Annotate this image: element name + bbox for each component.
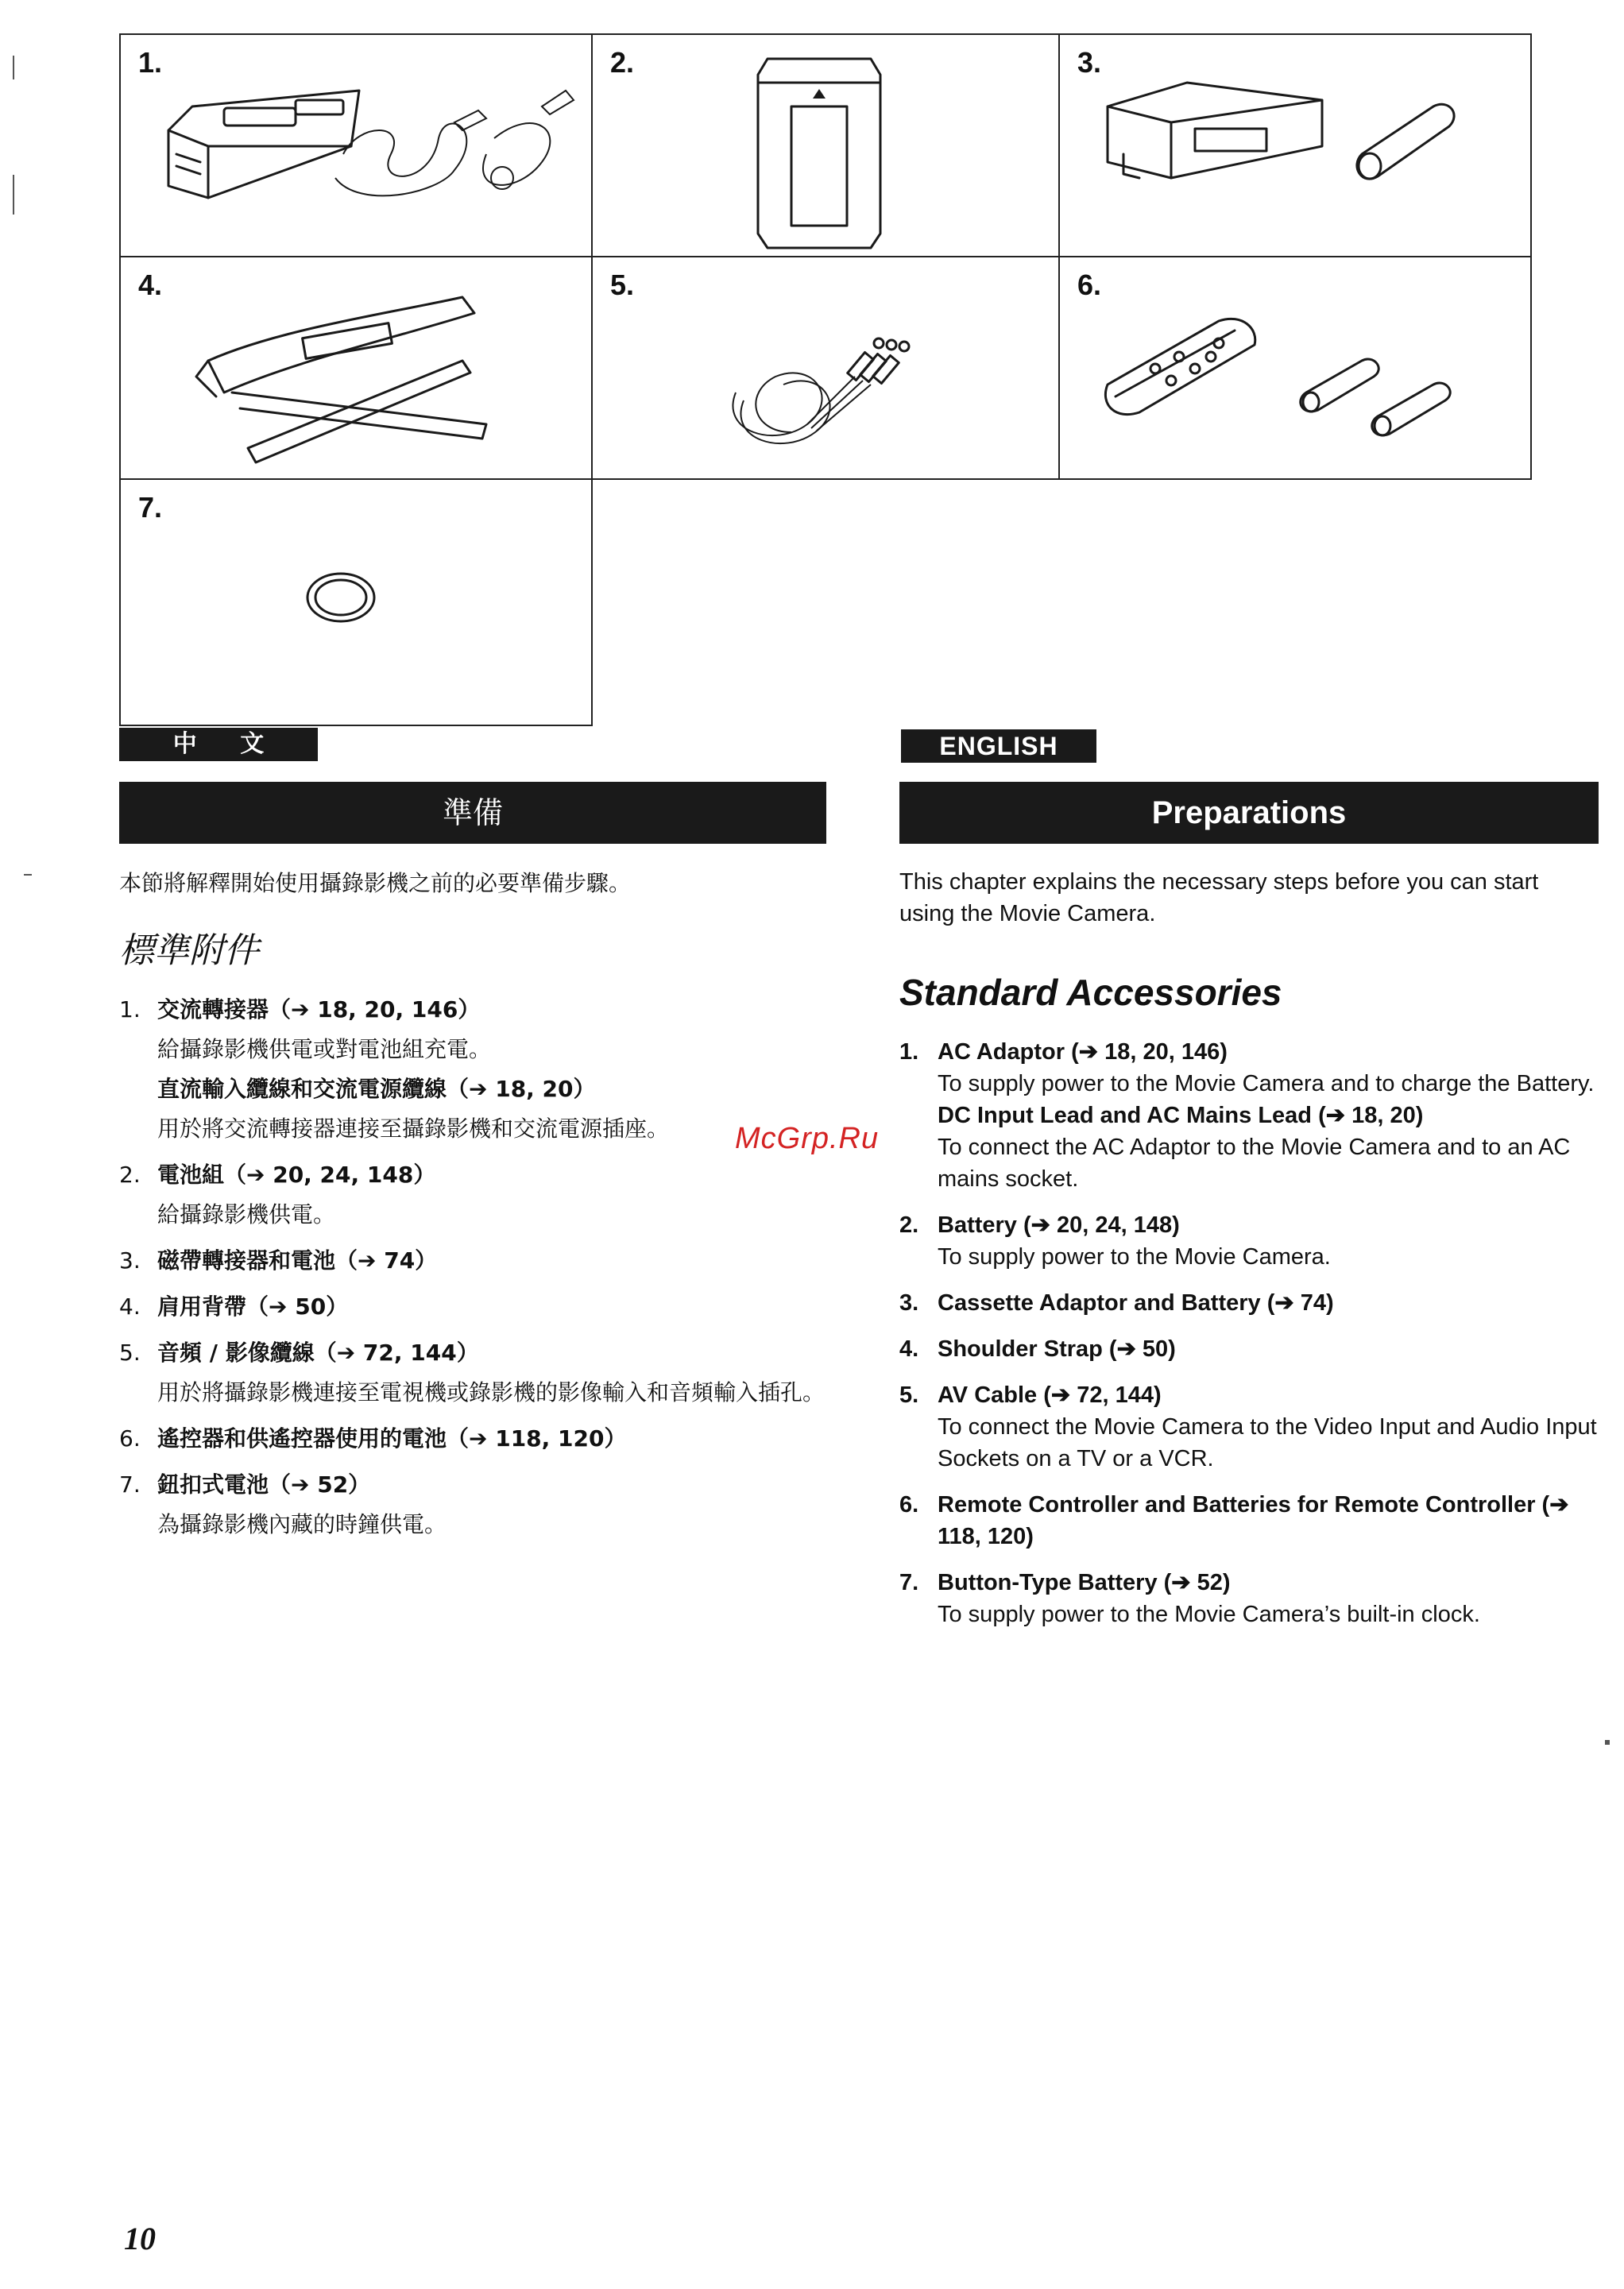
intro-text-chinese: 本節將解釋開始使用攝錄影機之前的必要準備步驟。	[119, 870, 632, 896]
cassette-adaptor-illustration	[1060, 35, 1533, 259]
language-tag-english: ENGLISH	[901, 729, 1096, 763]
accessory-list-chinese	[119, 990, 834, 1545]
list-item	[119, 990, 834, 1149]
item-number: 2.	[899, 1212, 919, 1238]
language-tag-chinese: 中 文	[119, 728, 318, 761]
item-number: 7.	[119, 1471, 141, 1498]
item-description: To supply power to the Movie Camera’s built-in clock.	[938, 1602, 1480, 1627]
panel-av-cable	[591, 256, 1060, 480]
panel-battery	[591, 33, 1060, 257]
panel-number: 5.	[610, 269, 635, 301]
list-item	[899, 1036, 1599, 1195]
item-title: Battery (➔ 20, 24, 148)	[938, 1212, 1180, 1238]
list-item	[899, 1287, 1599, 1319]
shoulder-strap-illustration	[121, 257, 594, 481]
page-number: 10	[124, 2221, 156, 2256]
item-title: 肩用背帶（➔ 50）	[157, 1293, 349, 1320]
item-title: 遙控器和供遙控器使用的電池（➔ 118, 120）	[157, 1425, 627, 1452]
accessory-list-english	[899, 1036, 1599, 1630]
section-title-chinese: 準備	[119, 782, 826, 844]
item-number: 3.	[119, 1247, 141, 1274]
scan-speck	[24, 874, 32, 876]
item-description: To supply power to the Movie Camera.	[938, 1244, 1331, 1270]
chinese-column	[119, 866, 834, 1551]
ac-adaptor-illustration	[121, 35, 594, 259]
heading-chinese: 標準附件	[119, 930, 259, 971]
section-title-english: Preparations	[899, 782, 1599, 844]
button-battery-illustration	[121, 480, 594, 728]
item-title-secondary: DC Input Lead and AC Mains Lead (➔ 18, 20)	[938, 1103, 1424, 1128]
panel-cassette-adaptor	[1058, 33, 1532, 257]
item-title: Cassette Adaptor and Battery (➔ 74)	[938, 1290, 1334, 1316]
list-item	[899, 1567, 1599, 1630]
item-number: 5.	[899, 1382, 919, 1408]
item-description-secondary: To connect the AC Adaptor to the Movie Camera and to an AC mains socket.	[938, 1135, 1571, 1192]
scan-speck	[13, 56, 14, 79]
battery-pack-illustration	[593, 35, 1061, 259]
heading-english: Standard Accessories	[899, 972, 1282, 1013]
watermark: McGrp.Ru	[735, 1122, 880, 1155]
item-title-secondary: 直流輸入纜線和交流電源纜線（➔ 18, 20）	[157, 1076, 596, 1102]
scan-speck	[1605, 1740, 1610, 1745]
item-description: 用於將攝錄影機連接至電視機或錄影機的影像輸入和音頻輸入插孔。	[157, 1379, 826, 1405]
list-item	[119, 1155, 834, 1235]
item-title: 音頻 / 影像纜線（➔ 72, 144）	[157, 1340, 479, 1366]
panel-number: 1.	[138, 46, 163, 79]
av-cable-illustration	[593, 257, 1061, 481]
list-item	[119, 1465, 834, 1545]
item-title: 交流轉接器（➔ 18, 20, 146）	[157, 996, 481, 1023]
panel-number: 4.	[138, 269, 163, 301]
list-item	[899, 1209, 1599, 1273]
item-number: 4.	[899, 1336, 919, 1362]
panel-number: 7.	[138, 491, 163, 524]
list-item	[899, 1379, 1599, 1475]
intro-text-english: This chapter explains the necessary steps before you can start using the Movie Camera.	[899, 869, 1539, 926]
list-item	[899, 1333, 1599, 1365]
item-number: 6.	[899, 1492, 919, 1518]
english-column	[899, 866, 1599, 1645]
panel-number: 3.	[1077, 46, 1102, 79]
list-item	[899, 1489, 1599, 1552]
scan-speck	[13, 175, 14, 215]
panel-remote-controller	[1058, 256, 1532, 480]
panel-number: 6.	[1077, 269, 1102, 301]
panel-button-battery	[119, 478, 593, 726]
item-description: 給攝錄影機供電或對電池組充電。	[157, 1036, 492, 1062]
item-number: 6.	[119, 1425, 141, 1452]
item-description: To connect the Movie Camera to the Video Input and Audio Input Sockets on a TV or a VCR.	[938, 1414, 1597, 1471]
list-item	[119, 1241, 834, 1281]
item-title: Button-Type Battery (➔ 52)	[938, 1570, 1231, 1595]
item-title: AC Adaptor (➔ 18, 20, 146)	[938, 1039, 1228, 1065]
panel-shoulder-strap	[119, 256, 593, 480]
panel-ac-adaptor	[119, 33, 593, 257]
item-number: 2.	[119, 1162, 141, 1188]
item-number: 1.	[119, 996, 141, 1023]
item-title: 電池組（➔ 20, 24, 148）	[157, 1162, 436, 1188]
item-title: Remote Controller and Batteries for Remote Controller (➔ 118, 120)	[938, 1492, 1569, 1549]
item-title: Shoulder Strap (➔ 50)	[938, 1336, 1176, 1362]
item-description-secondary: 用於將交流轉接器連接至攝錄影機和交流電源插座。	[157, 1116, 670, 1142]
item-description: 給攝錄影機供電。	[157, 1201, 336, 1228]
item-title: 磁帶轉接器和電池（➔ 74）	[157, 1247, 438, 1274]
item-number: 7.	[899, 1570, 919, 1595]
item-number: 3.	[899, 1290, 919, 1316]
item-description: To supply power to the Movie Camera and to charge the Battery.	[938, 1071, 1595, 1096]
remote-controller-illustration	[1060, 257, 1533, 481]
item-description: 為攝錄影機內藏的時鐘供電。	[157, 1511, 447, 1537]
list-item	[119, 1419, 834, 1459]
list-item	[119, 1287, 834, 1327]
item-number: 5.	[119, 1340, 141, 1366]
panel-number: 2.	[610, 46, 635, 79]
item-number: 1.	[899, 1039, 919, 1065]
item-title: 鈕扣式電池（➔ 52）	[157, 1471, 371, 1498]
item-number: 4.	[119, 1293, 141, 1320]
list-item	[119, 1333, 834, 1413]
item-title: AV Cable (➔ 72, 144)	[938, 1382, 1162, 1408]
